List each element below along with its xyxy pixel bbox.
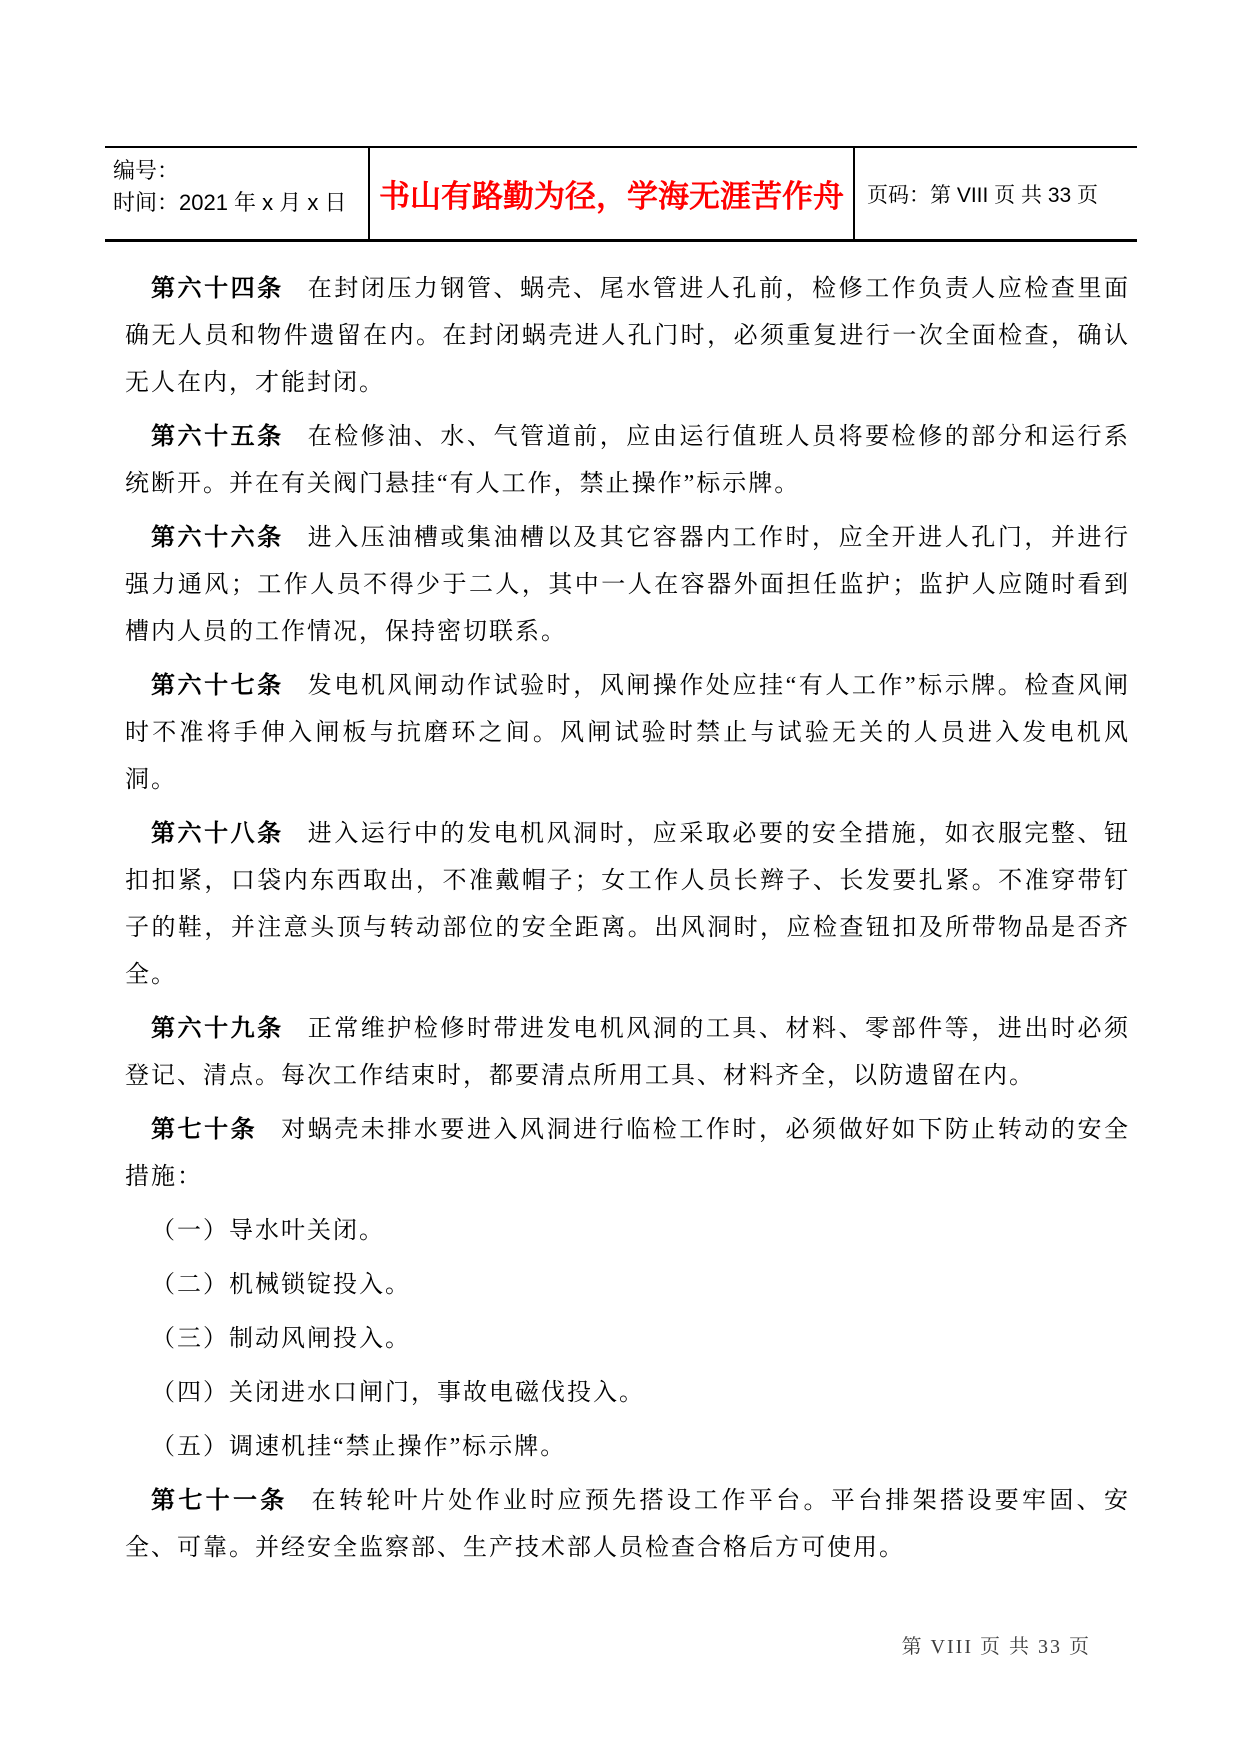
list-item-3 — [125, 1316, 1130, 1363]
list-item-text: （五）调速机挂“禁止操作”标示牌。 — [151, 1434, 567, 1460]
article-68-paragraph — [125, 811, 1130, 999]
list-item-5 — [125, 1424, 1130, 1471]
article-text: 进入运行中的发电机风洞时，应采取必要的安全措施，如衣服完整、钮扣扣紧，口袋内东西取出，不准戴帽子；女工作人员长辫子、长发要扎紧。不准穿带钉子的鞋，并注意头顶与转动部位的安全距离。出风洞时，应检查钮扣及所带物品是否齐全。 — [125, 821, 1131, 988]
article-71-paragraph — [125, 1478, 1130, 1572]
document-body — [125, 266, 1130, 1579]
list-item-2 — [125, 1262, 1130, 1309]
article-number: 第七十条 — [151, 1117, 258, 1143]
list-item-text: （三）制动风闸投入。 — [151, 1326, 411, 1352]
article-70-paragraph — [125, 1107, 1130, 1201]
header-meta-cell — [105, 148, 368, 239]
article-number: 第六十七条 — [151, 673, 284, 699]
header-page-number: 页码：第 VIII 页 共 33 页 — [867, 183, 1099, 207]
article-text: 在转轮叶片处作业时应预先搭设工作平台。平台排架搭设要牢固、安全、可靠。并经安全监察部、生产技术部人员检查合格后方可使用。 — [125, 1488, 1131, 1561]
article-64-paragraph — [125, 266, 1130, 407]
list-item-text: （一）导水叶关闭。 — [151, 1218, 385, 1244]
article-65-paragraph — [125, 414, 1130, 508]
motto-text: 书山有路勤为径，学海无涯苦作舟 — [379, 179, 844, 214]
doc-date-label: 时间：2021 年 x 月 x 日 — [113, 190, 347, 215]
article-text: 在检修油、水、气管道前，应由运行值班人员将要检修的部分和运行系统断开。并在有关阀门悬挂“有人工作，禁止操作”标示牌。 — [125, 424, 1131, 497]
article-number: 第六十八条 — [151, 821, 284, 847]
doc-number-label: 编号： — [113, 158, 180, 183]
header-page-cell — [855, 148, 1137, 239]
header-motto-cell — [368, 148, 855, 239]
article-number: 第六十五条 — [151, 424, 284, 450]
list-item-4 — [125, 1370, 1130, 1417]
list-item-1 — [125, 1208, 1130, 1255]
article-text: 进入压油槽或集油槽以及其它容器内工作时，应全开进人孔门，并进行强力通风；工作人员不得少于二人，其中一人在容器外面担任监护；监护人应随时看到槽内人员的工作情况，保持密切联系。 — [125, 525, 1131, 645]
article-67-paragraph — [125, 663, 1130, 804]
document-header — [105, 146, 1137, 242]
footer-page-number: 第 VIII 页 共 33 页 — [901, 1636, 1091, 1658]
article-text: 正常维护检修时带进发电机风洞的工具、材料、零部件等，进出时必须登记、清点。每次工作结束时，都要清点所用工具、材料齐全，以防遗留在内。 — [125, 1016, 1131, 1089]
article-text: 在封闭压力钢管、蜗壳、尾水管进人孔前，检修工作负责人应检查里面确无人员和物件遗留在内。在封闭蜗壳进人孔门时，必须重复进行一次全面检查，确认无人在内，才能封闭。 — [125, 276, 1131, 396]
article-number: 第六十六条 — [151, 525, 284, 551]
article-number: 第六十四条 — [151, 276, 284, 302]
article-69-paragraph — [125, 1006, 1130, 1100]
article-number: 第七十一条 — [151, 1488, 288, 1514]
document-footer — [125, 1630, 1091, 1659]
article-text: 对蜗壳未排水要进入风洞进行临检工作时，必须做好如下防止转动的安全措施： — [125, 1117, 1130, 1190]
article-number: 第六十九条 — [151, 1016, 284, 1042]
article-66-paragraph — [125, 515, 1130, 656]
list-item-text: （四）关闭进水口闸门，事故电磁伐投入。 — [151, 1380, 645, 1406]
article-text: 发电机风闸动作试验时，风闸操作处应挂“有人工作”标示牌。检查风闸时不准将手伸入闸板与抗磨环之间。风闸试验时禁止与试验无关的人员进入发电机风洞。 — [125, 673, 1130, 793]
list-item-text: （二）机械锁锭投入。 — [151, 1272, 411, 1298]
